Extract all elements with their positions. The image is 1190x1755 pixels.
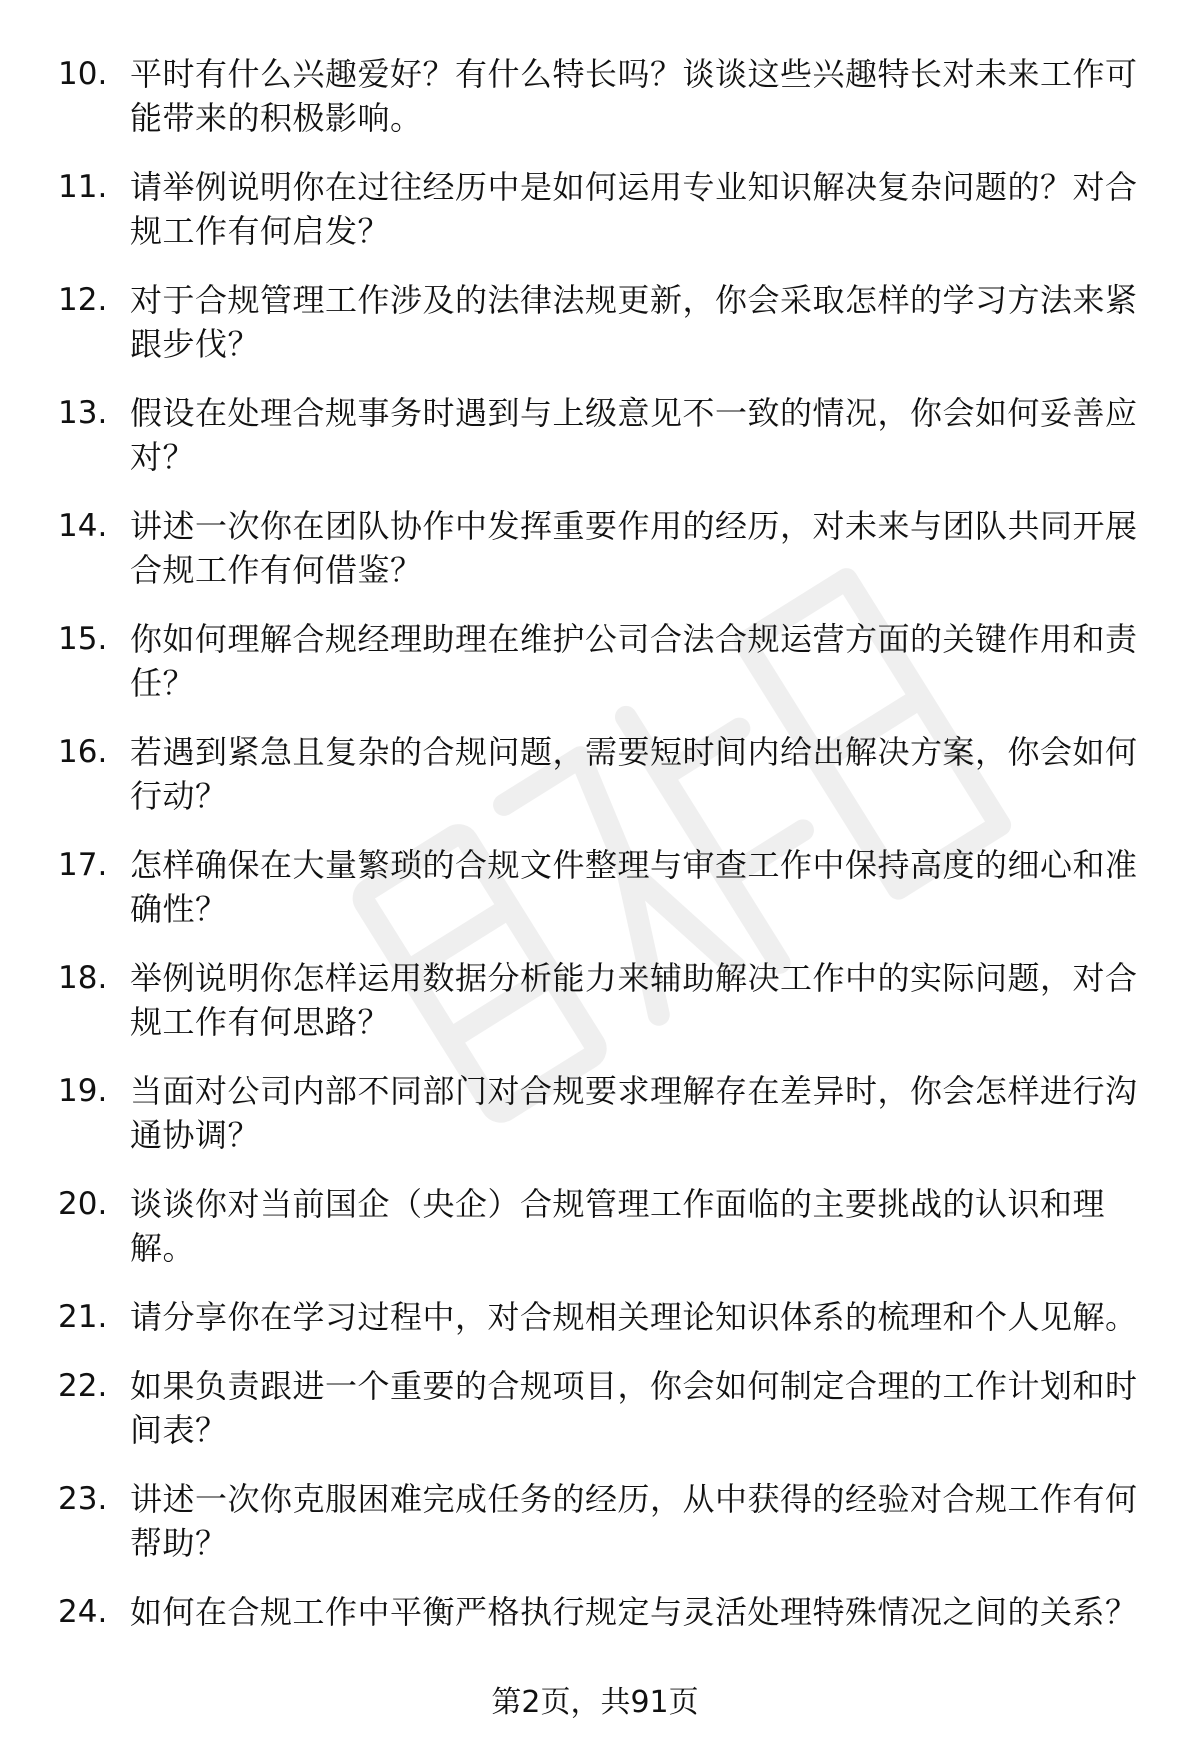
question-number: 11. xyxy=(58,169,108,205)
list-item xyxy=(58,1182,1148,1270)
question-number: 19. xyxy=(58,1073,108,1109)
question-text: 平时有什么兴趣爱好？有什么特长吗？谈谈这些兴趣特长对未来工作可能带来的积极影响。 xyxy=(130,55,1138,137)
question-number: 10. xyxy=(58,56,108,92)
question-number: 12. xyxy=(58,282,108,318)
list-item xyxy=(58,1590,1148,1634)
question-text: 若遇到紧急且复杂的合规问题，需要短时间内给出解决方案，你会如何行动？ xyxy=(130,733,1138,815)
question-text: 对于合规管理工作涉及的法律法规更新，你会采取怎样的学习方法来紧跟步伐？ xyxy=(130,281,1138,363)
question-number: 23. xyxy=(58,1481,108,1517)
question-number: 17. xyxy=(58,847,108,883)
question-text: 举例说明你怎样运用数据分析能力来辅助解决工作中的实际问题，对合规工作有何思路？ xyxy=(130,959,1138,1041)
list-item xyxy=(58,617,1148,705)
question-text: 当面对公司内部不同部门对合规要求理解存在差异时，你会怎样进行沟通协调？ xyxy=(130,1072,1138,1154)
list-item xyxy=(58,278,1148,366)
question-number: 15. xyxy=(58,621,108,657)
list-item xyxy=(58,730,1148,818)
question-text: 如何在合规工作中平衡严格执行规定与灵活处理特殊情况之间的关系？ xyxy=(130,1593,1138,1631)
question-number: 13. xyxy=(58,395,108,431)
list-item xyxy=(58,504,1148,592)
question-text: 如果负责跟进一个重要的合规项目，你会如何制定合理的工作计划和时间表？ xyxy=(130,1367,1138,1449)
question-list xyxy=(58,52,1148,1659)
list-item xyxy=(58,1295,1148,1339)
question-text: 你如何理解合规经理助理在维护公司合法合规运营方面的关键作用和责任？ xyxy=(130,620,1138,702)
question-text: 请分享你在学习过程中，对合规相关理论知识体系的梳理和个人见解。 xyxy=(130,1298,1138,1336)
question-text: 假设在处理合规事务时遇到与上级意见不一致的情况，你会如何妥善应对？ xyxy=(130,394,1138,476)
list-item xyxy=(58,843,1148,931)
question-number: 24. xyxy=(58,1594,108,1630)
list-item xyxy=(58,391,1148,479)
list-item xyxy=(58,165,1148,253)
question-text: 请举例说明你在过往经历中是如何运用专业知识解决复杂问题的？对合规工作有何启发？ xyxy=(130,168,1138,250)
page-footer xyxy=(0,1683,1190,1723)
question-number: 21. xyxy=(58,1299,108,1335)
question-text: 讲述一次你在团队协作中发挥重要作用的经历，对未来与团队共同开展合规工作有何借鉴？ xyxy=(130,507,1138,589)
list-item xyxy=(58,956,1148,1044)
list-item xyxy=(58,1477,1148,1565)
question-number: 16. xyxy=(58,734,108,770)
question-number: 18. xyxy=(58,960,108,996)
question-number: 14. xyxy=(58,508,108,544)
question-text: 谈谈你对当前国企（央企）合规管理工作面临的主要挑战的认识和理解。 xyxy=(130,1185,1106,1267)
list-item xyxy=(58,1364,1148,1452)
list-item xyxy=(58,1069,1148,1157)
question-number: 22. xyxy=(58,1368,108,1404)
question-text: 怎样确保在大量繁琐的合规文件整理与审查工作中保持高度的细心和准确性？ xyxy=(130,846,1138,928)
page-number: 第2页，共91页 xyxy=(491,1685,699,1720)
list-item xyxy=(58,52,1148,140)
question-number: 20. xyxy=(58,1186,108,1222)
question-text: 讲述一次你克服困难完成任务的经历，从中获得的经验对合规工作有何帮助？ xyxy=(130,1480,1138,1562)
